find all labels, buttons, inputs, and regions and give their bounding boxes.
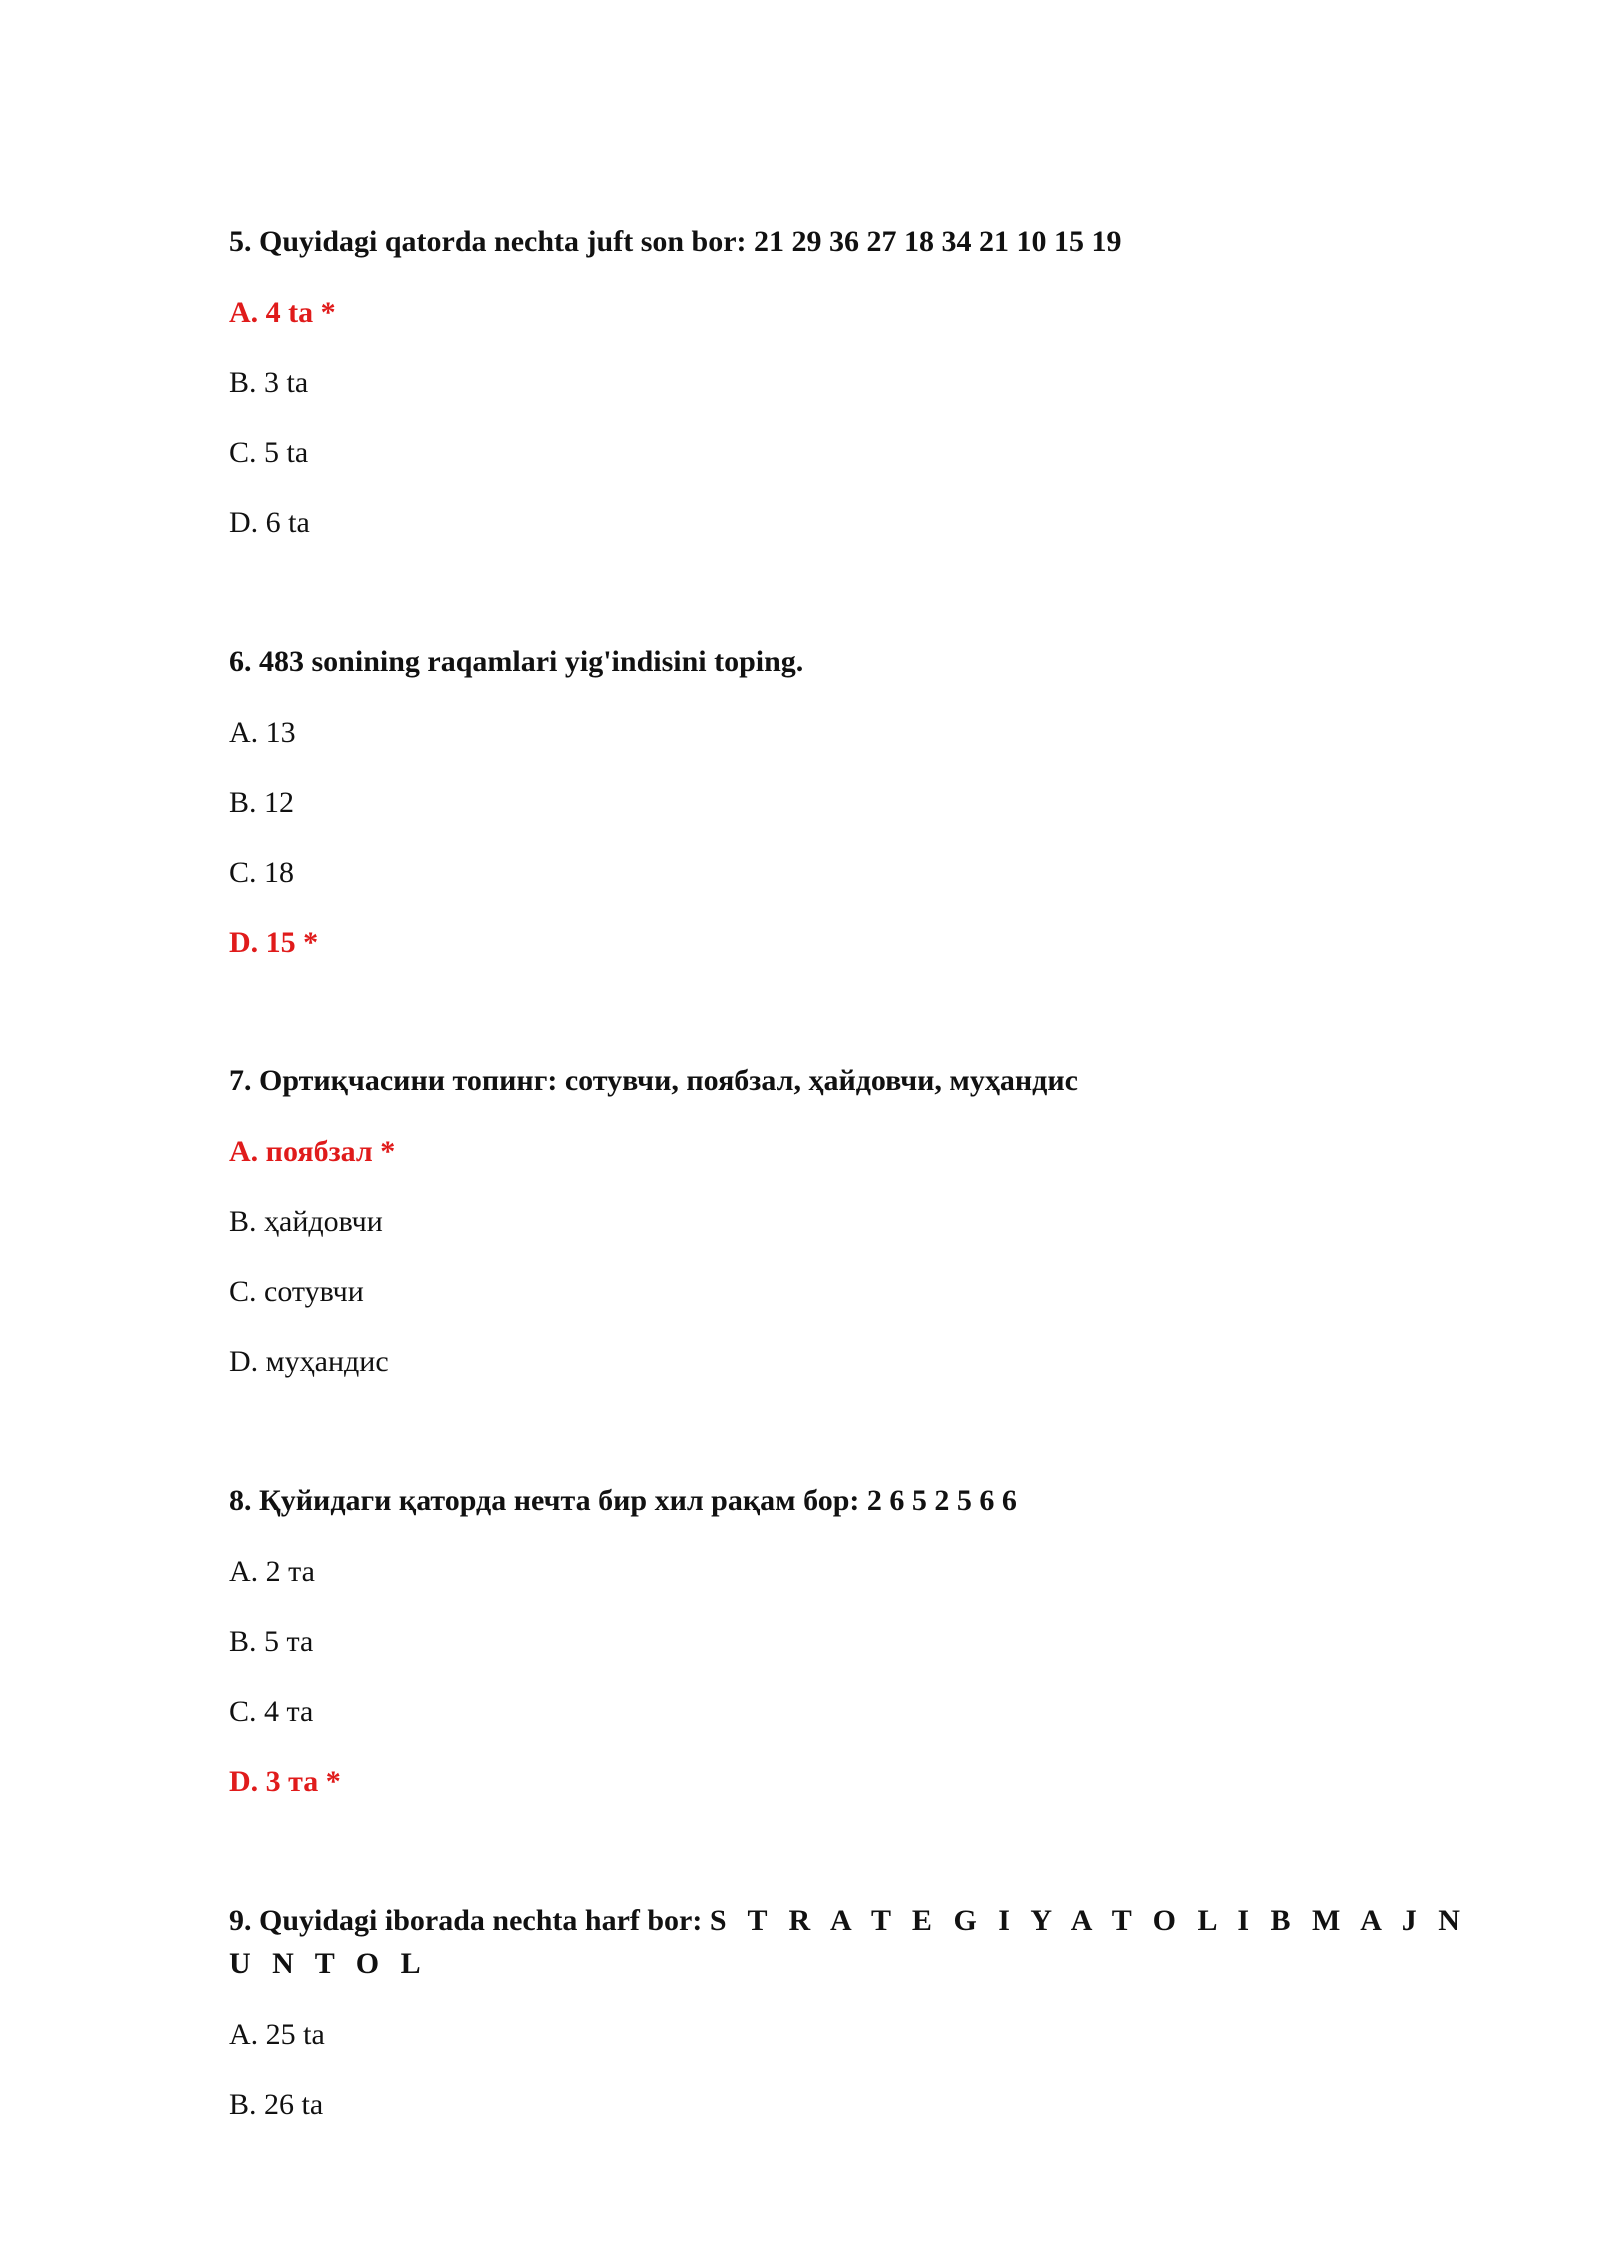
question-9 — [229, 1899, 1479, 2125]
question-7 — [229, 1059, 1479, 1382]
question-6 — [229, 640, 1479, 963]
question-title-text: 9. Quyidagi iborada nechta harf bor: — [229, 1904, 710, 1937]
answer-option-b: B. 3 ta — [229, 366, 309, 399]
question-title: 8. Қуйидаги қаторда нечта бир хил рақам бор: 2 6 5 2 5 6 6 — [229, 1484, 1017, 1517]
question-title: 6. 483 sonining raqamlari yig'indisini toping. — [229, 645, 804, 678]
answer-option-b: B. 26 ta — [229, 2088, 324, 2121]
question-title: 7. Ортиқчасини топинг: сотувчи, поябзал, ҳайдовчи, муҳандис — [229, 1064, 1078, 1097]
question-title: 5. Quyidagi qatorda nechta juft son bor: 21 29 36 27 18 34 21 10 15 19 — [229, 225, 1122, 258]
answer-option-c: C. 18 — [229, 856, 295, 889]
question-title — [229, 1899, 1479, 1985]
answer-option-a: A. 13 — [229, 716, 296, 749]
answer-option-d: D. 6 ta — [229, 506, 310, 539]
answer-option-b: B. 12 — [229, 786, 295, 819]
answer-option-d: D. муҳандис — [229, 1345, 389, 1378]
answer-option-c: С. сотувчи — [229, 1275, 364, 1308]
question-5 — [229, 220, 1479, 543]
answer-option-c: С. 4 та — [229, 1695, 314, 1728]
question-letters: S T R A T E G I Y A T O L I B M A J N U N T O L — [229, 1904, 1467, 1980]
answer-option-b: В. ҳайдовчи — [229, 1205, 383, 1238]
answer-option-a: А. 2 та — [229, 1555, 315, 1588]
answer-option-b: В. 5 та — [229, 1625, 314, 1658]
answer-option-a: A. 4 ta * — [229, 296, 336, 329]
answer-option-a: A. 25 ta — [229, 2018, 325, 2051]
answer-option-d: D. 15 * — [229, 926, 319, 959]
answer-option-c: C. 5 ta — [229, 436, 309, 469]
question-8 — [229, 1479, 1479, 1802]
answer-option-d: D. 3 та * — [229, 1765, 341, 1798]
answer-option-a: А. поябзал * — [229, 1135, 396, 1168]
